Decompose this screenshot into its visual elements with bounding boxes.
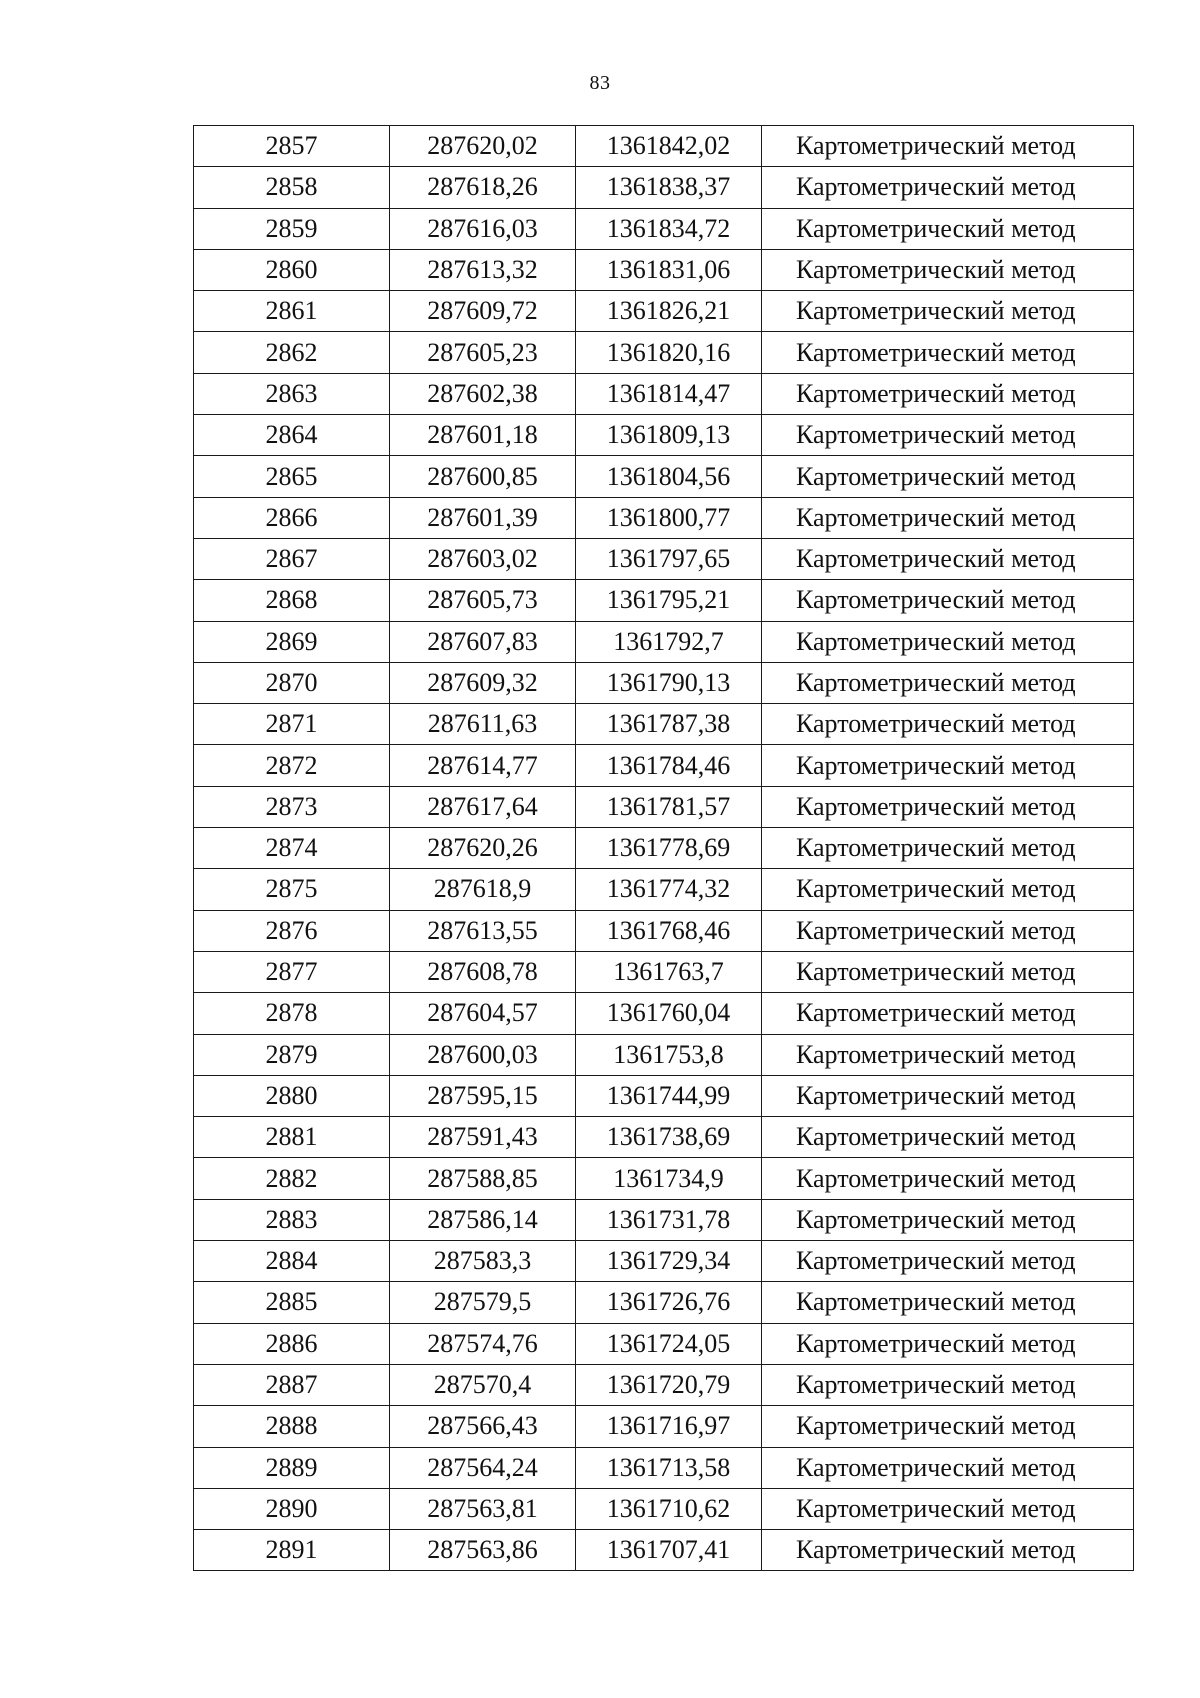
table-row bbox=[194, 373, 1134, 414]
y-coordinate-cell: 1361710,62 bbox=[576, 1488, 762, 1529]
point-number-cell: 2880 bbox=[194, 1075, 390, 1116]
x-coordinate-cell: 287601,18 bbox=[390, 415, 576, 456]
y-coordinate-cell: 1361820,16 bbox=[576, 332, 762, 373]
x-coordinate-cell: 287608,78 bbox=[390, 951, 576, 992]
method-cell: Картометрический метод bbox=[762, 1158, 1134, 1199]
point-number-cell: 2860 bbox=[194, 249, 390, 290]
table-row bbox=[194, 910, 1134, 951]
x-coordinate-cell: 287566,43 bbox=[390, 1406, 576, 1447]
y-coordinate-cell: 1361795,21 bbox=[576, 580, 762, 621]
y-coordinate-cell: 1361814,47 bbox=[576, 373, 762, 414]
point-number-cell: 2859 bbox=[194, 208, 390, 249]
table-row bbox=[194, 291, 1134, 332]
method-cell: Картометрический метод bbox=[762, 1323, 1134, 1364]
method-cell: Картометрический метод bbox=[762, 1199, 1134, 1240]
y-coordinate-cell: 1361720,79 bbox=[576, 1364, 762, 1405]
y-coordinate-cell: 1361753,8 bbox=[576, 1034, 762, 1075]
x-coordinate-cell: 287617,64 bbox=[390, 786, 576, 827]
x-coordinate-cell: 287611,63 bbox=[390, 704, 576, 745]
x-coordinate-cell: 287614,77 bbox=[390, 745, 576, 786]
table-row bbox=[194, 1488, 1134, 1529]
table-row bbox=[194, 1241, 1134, 1282]
table-row bbox=[194, 1282, 1134, 1323]
method-cell: Картометрический метод bbox=[762, 1530, 1134, 1571]
x-coordinate-cell: 287620,02 bbox=[390, 126, 576, 167]
y-coordinate-cell: 1361826,21 bbox=[576, 291, 762, 332]
y-coordinate-cell: 1361738,69 bbox=[576, 1117, 762, 1158]
point-number-cell: 2883 bbox=[194, 1199, 390, 1240]
x-coordinate-cell: 287595,15 bbox=[390, 1075, 576, 1116]
x-coordinate-cell: 287613,32 bbox=[390, 249, 576, 290]
table-row bbox=[194, 249, 1134, 290]
y-coordinate-cell: 1361781,57 bbox=[576, 786, 762, 827]
table-row bbox=[194, 332, 1134, 373]
x-coordinate-cell: 287616,03 bbox=[390, 208, 576, 249]
y-coordinate-cell: 1361784,46 bbox=[576, 745, 762, 786]
x-coordinate-cell: 287604,57 bbox=[390, 993, 576, 1034]
point-number-cell: 2873 bbox=[194, 786, 390, 827]
x-coordinate-cell: 287618,9 bbox=[390, 869, 576, 910]
table-row bbox=[194, 993, 1134, 1034]
x-coordinate-cell: 287563,86 bbox=[390, 1530, 576, 1571]
y-coordinate-cell: 1361842,02 bbox=[576, 126, 762, 167]
point-number-cell: 2885 bbox=[194, 1282, 390, 1323]
x-coordinate-cell: 287583,3 bbox=[390, 1241, 576, 1282]
y-coordinate-cell: 1361734,9 bbox=[576, 1158, 762, 1199]
y-coordinate-cell: 1361726,76 bbox=[576, 1282, 762, 1323]
point-number-cell: 2870 bbox=[194, 662, 390, 703]
point-number-cell: 2861 bbox=[194, 291, 390, 332]
table-row bbox=[194, 745, 1134, 786]
y-coordinate-cell: 1361763,7 bbox=[576, 951, 762, 992]
point-number-cell: 2857 bbox=[194, 126, 390, 167]
y-coordinate-cell: 1361724,05 bbox=[576, 1323, 762, 1364]
point-number-cell: 2875 bbox=[194, 869, 390, 910]
table-row bbox=[194, 704, 1134, 745]
x-coordinate-cell: 287600,03 bbox=[390, 1034, 576, 1075]
point-number-cell: 2864 bbox=[194, 415, 390, 456]
point-number-cell: 2862 bbox=[194, 332, 390, 373]
method-cell: Картометрический метод bbox=[762, 291, 1134, 332]
x-coordinate-cell: 287600,85 bbox=[390, 456, 576, 497]
method-cell: Картометрический метод bbox=[762, 786, 1134, 827]
method-cell: Картометрический метод bbox=[762, 828, 1134, 869]
method-cell: Картометрический метод bbox=[762, 208, 1134, 249]
point-number-cell: 2879 bbox=[194, 1034, 390, 1075]
method-cell: Картометрический метод bbox=[762, 1364, 1134, 1405]
table-row bbox=[194, 415, 1134, 456]
y-coordinate-cell: 1361831,06 bbox=[576, 249, 762, 290]
method-cell: Картометрический метод bbox=[762, 1117, 1134, 1158]
method-cell: Картометрический метод bbox=[762, 332, 1134, 373]
x-coordinate-cell: 287574,76 bbox=[390, 1323, 576, 1364]
method-cell: Картометрический метод bbox=[762, 704, 1134, 745]
table-row bbox=[194, 951, 1134, 992]
table-row bbox=[194, 1323, 1134, 1364]
method-cell: Картометрический метод bbox=[762, 1406, 1134, 1447]
point-number-cell: 2882 bbox=[194, 1158, 390, 1199]
table-row bbox=[194, 1530, 1134, 1571]
table-row bbox=[194, 869, 1134, 910]
method-cell: Картометрический метод bbox=[762, 456, 1134, 497]
method-cell: Картометрический метод bbox=[762, 167, 1134, 208]
y-coordinate-cell: 1361713,58 bbox=[576, 1447, 762, 1488]
y-coordinate-cell: 1361838,37 bbox=[576, 167, 762, 208]
table-row bbox=[194, 1447, 1134, 1488]
coordinates-table bbox=[193, 125, 1134, 1571]
method-cell: Картометрический метод bbox=[762, 249, 1134, 290]
method-cell: Картометрический метод bbox=[762, 951, 1134, 992]
method-cell: Картометрический метод bbox=[762, 580, 1134, 621]
point-number-cell: 2858 bbox=[194, 167, 390, 208]
method-cell: Картометрический метод bbox=[762, 373, 1134, 414]
point-number-cell: 2867 bbox=[194, 538, 390, 579]
point-number-cell: 2887 bbox=[194, 1364, 390, 1405]
y-coordinate-cell: 1361790,13 bbox=[576, 662, 762, 703]
point-number-cell: 2888 bbox=[194, 1406, 390, 1447]
y-coordinate-cell: 1361809,13 bbox=[576, 415, 762, 456]
method-cell: Картометрический метод bbox=[762, 1282, 1134, 1323]
method-cell: Картометрический метод bbox=[762, 1034, 1134, 1075]
point-number-cell: 2869 bbox=[194, 621, 390, 662]
method-cell: Картометрический метод bbox=[762, 1075, 1134, 1116]
x-coordinate-cell: 287602,38 bbox=[390, 373, 576, 414]
table-row bbox=[194, 497, 1134, 538]
y-coordinate-cell: 1361731,78 bbox=[576, 1199, 762, 1240]
method-cell: Картометрический метод bbox=[762, 1488, 1134, 1529]
page-number: 83 bbox=[589, 72, 611, 94]
table-row bbox=[194, 456, 1134, 497]
method-cell: Картометрический метод bbox=[762, 538, 1134, 579]
method-cell: Картометрический метод bbox=[762, 993, 1134, 1034]
point-number-cell: 2884 bbox=[194, 1241, 390, 1282]
x-coordinate-cell: 287588,85 bbox=[390, 1158, 576, 1199]
x-coordinate-cell: 287586,14 bbox=[390, 1199, 576, 1240]
point-number-cell: 2868 bbox=[194, 580, 390, 621]
method-cell: Картометрический метод bbox=[762, 1447, 1134, 1488]
y-coordinate-cell: 1361778,69 bbox=[576, 828, 762, 869]
method-cell: Картометрический метод bbox=[762, 910, 1134, 951]
point-number-cell: 2863 bbox=[194, 373, 390, 414]
x-coordinate-cell: 287609,32 bbox=[390, 662, 576, 703]
point-number-cell: 2878 bbox=[194, 993, 390, 1034]
x-coordinate-cell: 287605,23 bbox=[390, 332, 576, 373]
point-number-cell: 2872 bbox=[194, 745, 390, 786]
table-row bbox=[194, 828, 1134, 869]
x-coordinate-cell: 287564,24 bbox=[390, 1447, 576, 1488]
table-row bbox=[194, 580, 1134, 621]
y-coordinate-cell: 1361797,65 bbox=[576, 538, 762, 579]
x-coordinate-cell: 287563,81 bbox=[390, 1488, 576, 1529]
table-row bbox=[194, 208, 1134, 249]
point-number-cell: 2886 bbox=[194, 1323, 390, 1364]
method-cell: Картометрический метод bbox=[762, 745, 1134, 786]
y-coordinate-cell: 1361792,7 bbox=[576, 621, 762, 662]
x-coordinate-cell: 287620,26 bbox=[390, 828, 576, 869]
method-cell: Картометрический метод bbox=[762, 869, 1134, 910]
table-row bbox=[194, 662, 1134, 703]
method-cell: Картометрический метод bbox=[762, 621, 1134, 662]
y-coordinate-cell: 1361768,46 bbox=[576, 910, 762, 951]
x-coordinate-cell: 287570,4 bbox=[390, 1364, 576, 1405]
y-coordinate-cell: 1361707,41 bbox=[576, 1530, 762, 1571]
table-row bbox=[194, 1075, 1134, 1116]
table-row bbox=[194, 1117, 1134, 1158]
table-row bbox=[194, 1158, 1134, 1199]
point-number-cell: 2866 bbox=[194, 497, 390, 538]
table-row bbox=[194, 1406, 1134, 1447]
point-number-cell: 2877 bbox=[194, 951, 390, 992]
point-number-cell: 2871 bbox=[194, 704, 390, 745]
point-number-cell: 2890 bbox=[194, 1488, 390, 1529]
table-row bbox=[194, 167, 1134, 208]
method-cell: Картометрический метод bbox=[762, 126, 1134, 167]
table-row bbox=[194, 1199, 1134, 1240]
table-row bbox=[194, 126, 1134, 167]
y-coordinate-cell: 1361760,04 bbox=[576, 993, 762, 1034]
table-row bbox=[194, 1034, 1134, 1075]
x-coordinate-cell: 287605,73 bbox=[390, 580, 576, 621]
point-number-cell: 2874 bbox=[194, 828, 390, 869]
point-number-cell: 2891 bbox=[194, 1530, 390, 1571]
coordinates-table-body bbox=[194, 126, 1134, 1571]
x-coordinate-cell: 287618,26 bbox=[390, 167, 576, 208]
x-coordinate-cell: 287603,02 bbox=[390, 538, 576, 579]
point-number-cell: 2889 bbox=[194, 1447, 390, 1488]
x-coordinate-cell: 287607,83 bbox=[390, 621, 576, 662]
table-row bbox=[194, 538, 1134, 579]
y-coordinate-cell: 1361774,32 bbox=[576, 869, 762, 910]
table-row bbox=[194, 1364, 1134, 1405]
x-coordinate-cell: 287609,72 bbox=[390, 291, 576, 332]
y-coordinate-cell: 1361804,56 bbox=[576, 456, 762, 497]
table-row bbox=[194, 621, 1134, 662]
y-coordinate-cell: 1361787,38 bbox=[576, 704, 762, 745]
point-number-cell: 2881 bbox=[194, 1117, 390, 1158]
y-coordinate-cell: 1361729,34 bbox=[576, 1241, 762, 1282]
x-coordinate-cell: 287613,55 bbox=[390, 910, 576, 951]
point-number-cell: 2865 bbox=[194, 456, 390, 497]
x-coordinate-cell: 287591,43 bbox=[390, 1117, 576, 1158]
y-coordinate-cell: 1361744,99 bbox=[576, 1075, 762, 1116]
x-coordinate-cell: 287601,39 bbox=[390, 497, 576, 538]
method-cell: Картометрический метод bbox=[762, 497, 1134, 538]
method-cell: Картометрический метод bbox=[762, 1241, 1134, 1282]
y-coordinate-cell: 1361834,72 bbox=[576, 208, 762, 249]
table-row bbox=[194, 786, 1134, 827]
point-number-cell: 2876 bbox=[194, 910, 390, 951]
y-coordinate-cell: 1361716,97 bbox=[576, 1406, 762, 1447]
x-coordinate-cell: 287579,5 bbox=[390, 1282, 576, 1323]
method-cell: Картометрический метод bbox=[762, 415, 1134, 456]
method-cell: Картометрический метод bbox=[762, 662, 1134, 703]
y-coordinate-cell: 1361800,77 bbox=[576, 497, 762, 538]
